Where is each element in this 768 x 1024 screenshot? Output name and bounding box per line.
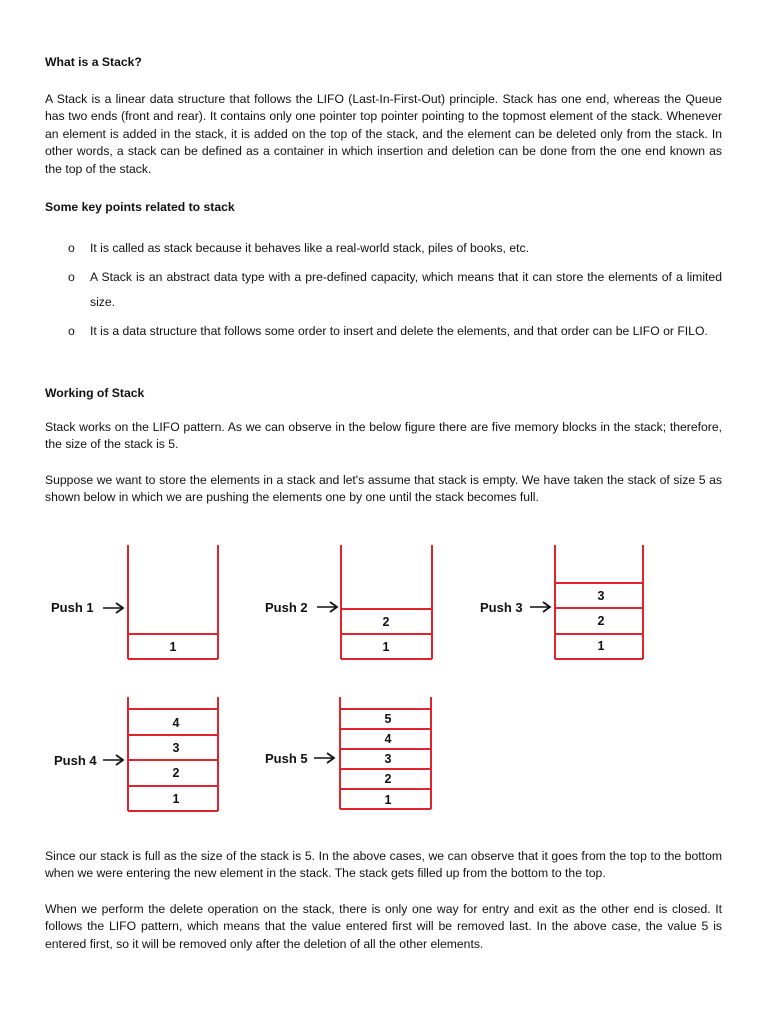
bullet-mark: o (68, 270, 75, 284)
stack-cell-value: 2 (382, 615, 390, 629)
stack-cell-value: 2 (384, 772, 392, 786)
heading-working-of-stack: Working of Stack (45, 386, 145, 400)
heading-key-points: Some key points related to stack (45, 200, 235, 214)
push-label: Push 2 (265, 600, 308, 615)
heading-what-is-stack: What is a Stack? (45, 55, 142, 69)
stack-push-2 (265, 545, 432, 659)
arrow-icon (314, 753, 334, 763)
intro-paragraph: A Stack is a linear data structure that follows the LIFO (Last-In-First-Out) principle. Stack has one end, whereas the Queue has two ends (front and rear). It contains only one pointer top pointer pointing to the topmost element of the stack. Whenever an element is added in the stack, it is added on the top of the stack, and the element can be deleted only from the stack. In other words, a stack can be defined as a container in which insertion and deletion can be done from the one end known as the top of the stack. (45, 92, 722, 176)
stack-cell-value: 4 (172, 716, 180, 730)
working-paragraph-1: Stack works on the LIFO pattern. As we can observe in the below figure there are five memory blocks in the stack; therefore, the size of the stack is 5. (45, 420, 722, 452)
stack-cell-value: 5 (384, 712, 392, 726)
key-point-text: It is a data structure that follows some order to insert and delete the elements, and that order can be LIFO or FILO. (90, 324, 708, 338)
key-point-text: A Stack is an abstract data type with a pre-defined capacity, which means that it can store the elements of a limited size. (90, 270, 722, 309)
push-label: Push 5 (265, 751, 308, 766)
working-paragraph-2: Suppose we want to store the elements in a stack and let's assume that stack is empty. We have taken the stack of size 5 as shown below in which we are pushing the elements one by one until the stack becomes full. (45, 473, 722, 505)
key-point-text: It is called as stack because it behaves like a real-world stack, piles of books, etc. (90, 241, 529, 255)
bullet-mark: o (68, 324, 75, 338)
stack-cell-value: 4 (384, 732, 392, 746)
stack-push-1 (51, 545, 218, 659)
stack-cell-value: 1 (384, 793, 392, 807)
stack-cell-value: 3 (597, 589, 605, 603)
stack-push-4 (54, 697, 218, 811)
stack-cell-value: 1 (169, 640, 177, 654)
closing-paragraph-1: Since our stack is full as the size of the stack is 5. In the above cases, we can observe that it goes from the top to the bottom when we were entering the new element in the stack. The stack gets filled up from the bottom to the top. (45, 849, 722, 881)
stack-cell-value: 1 (382, 640, 390, 654)
stack-cell-value: 1 (172, 792, 180, 806)
stack-push-5 (265, 697, 431, 809)
push-label: Push 4 (54, 753, 97, 768)
arrow-icon (103, 755, 123, 765)
push-label: Push 1 (51, 600, 94, 615)
stack-cell-value: 2 (172, 766, 180, 780)
stack-cell-value: 2 (597, 614, 605, 628)
arrow-icon (317, 602, 337, 612)
stack-cell-value: 3 (172, 741, 180, 755)
arrow-icon (530, 602, 550, 612)
closing-paragraph-2: When we perform the delete operation on the stack, there is only one way for entry and exit as the other end is closed. It follows the LIFO pattern, which means that the value entered first will be removed last. In the above case, the value 5 is entered first, so it will be removed only after the deletion of all the other elements. (45, 902, 722, 951)
bullet-mark: o (68, 241, 75, 255)
push-label: Push 3 (480, 600, 523, 615)
stack-cell-value: 3 (384, 752, 392, 766)
stack-cell-value: 1 (597, 639, 605, 653)
arrow-icon (103, 603, 123, 613)
stack-push-3 (480, 545, 643, 659)
